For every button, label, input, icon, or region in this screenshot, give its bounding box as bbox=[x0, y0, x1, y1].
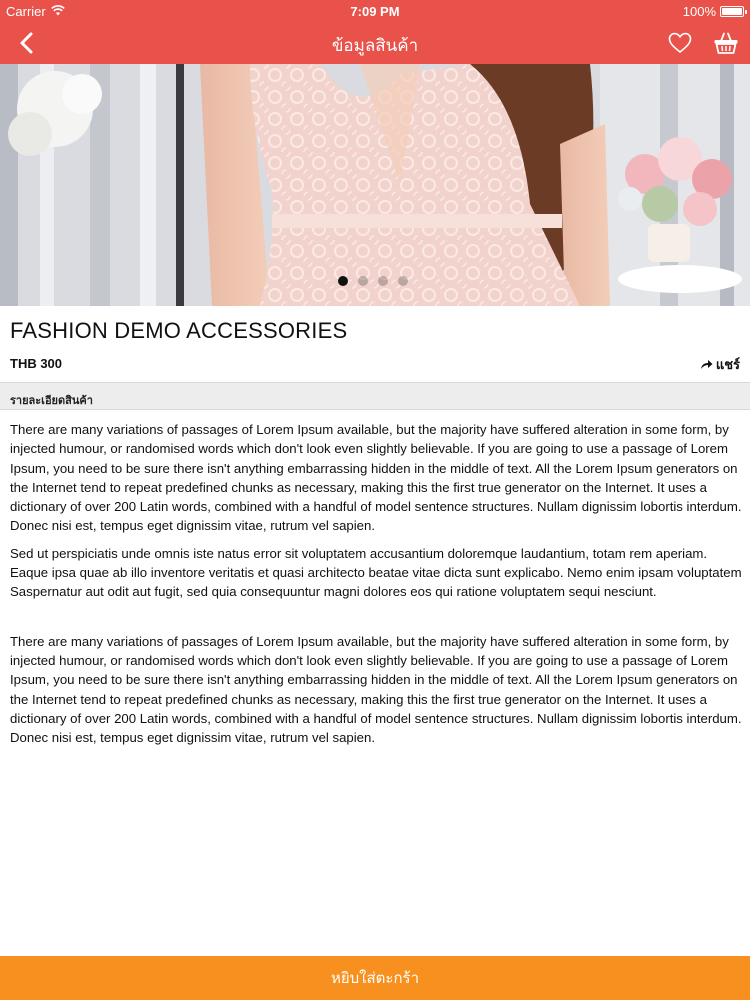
basket-icon bbox=[713, 31, 739, 55]
battery-icon bbox=[720, 6, 744, 17]
status-left bbox=[6, 4, 65, 19]
description-paragraph-1: There are many variations of passages of Lorem Ipsum available, but the majority have suffered alteration in some form, by injected humour, or randomised words which don't look even slightly believable. If you are going to use a passage of Lorem Ipsum, you need to be sure there isn't anything embarrassing hidden in the middle of text. All the Lorem Ipsum generators on the Internet tend to repeat predefined chunks as necessary, making this the first true generator on the Internet. It uses a dictionary of over 200 Latin words, combined with a handful of model sentence structures. Nullam dignissim lobortis interdum. Donec nisi est, tempus eget dignissim vitae, rutrum vel sapien. bbox=[10, 422, 742, 534]
share-arrow-icon bbox=[700, 359, 713, 370]
battery-percent: 100% bbox=[682, 3, 716, 19]
carousel-page-indicator[interactable] bbox=[338, 276, 408, 286]
chevron-left-icon bbox=[19, 32, 35, 54]
description-paragraph-3: There are many variations of passages of Lorem Ipsum available, but the majority have suffered alteration in some form, by injected humour, or randomised words which don't look even slightly believable. If you are going to use a passage of Lorem Ipsum, you need to be sure there isn't anything embarrassing hidden in the middle of text. All the Lorem Ipsum generators on the Internet tend to repeat predefined chunks as necessary, making this the first true generator on the Internet. It uses a dictionary of over 200 Latin words, combined with a handful of model sentence structures. Nullam dignissim lobortis interdum. Donec nisi est, tempus eget dignissim vitae, rutrum vel sapien. bbox=[10, 633, 742, 746]
description-paragraph-2: Sed ut perspiciatis unde omnis iste natus error sit voluptatem accusantium doloremque laudantium, totam rem aperiam. Eaque ipsa quae ab illo inventore veritatis et quasi architecto beatae vitae dicta sunt explicabo. Nemo enim ipsam voluptatem Saspernatur aut odit aut fugit, sed quia consequuntur magni dolores eos qui ratione voluptatem sequi nesciunt. bbox=[10, 545, 742, 600]
product-description bbox=[10, 420, 742, 755]
details-section-header: รายละเอียดสินค้า bbox=[0, 382, 750, 410]
back-button[interactable] bbox=[12, 28, 42, 58]
product-photo bbox=[0, 64, 750, 306]
navigation-bar bbox=[0, 22, 750, 64]
cart-button[interactable] bbox=[711, 28, 741, 58]
heart-icon bbox=[668, 32, 692, 54]
share-button[interactable] bbox=[700, 354, 740, 375]
add-to-cart-button[interactable]: หยิบใส่ตะกร้า bbox=[0, 956, 750, 1000]
status-right bbox=[683, 4, 744, 19]
battery-fill bbox=[722, 8, 742, 15]
carousel-dot[interactable] bbox=[358, 276, 368, 286]
carousel-dot[interactable] bbox=[398, 276, 408, 286]
status-bar bbox=[0, 0, 750, 22]
product-image-carousel[interactable] bbox=[0, 64, 750, 306]
product-price: THB 300 bbox=[10, 356, 63, 371]
product-name: FASHION DEMO ACCESSORIES bbox=[10, 318, 348, 343]
status-time: 7:09 PM bbox=[350, 3, 400, 19]
share-label: แชร์ bbox=[715, 357, 740, 372]
wifi-icon bbox=[51, 4, 65, 19]
carrier-label: Carrier bbox=[6, 3, 46, 19]
carousel-dot[interactable] bbox=[378, 276, 388, 286]
favorite-button[interactable] bbox=[666, 29, 694, 57]
paragraph-spacer bbox=[10, 610, 742, 632]
carousel-dot[interactable] bbox=[338, 276, 348, 286]
page-title: ข้อมูลสินค้า bbox=[331, 36, 419, 55]
